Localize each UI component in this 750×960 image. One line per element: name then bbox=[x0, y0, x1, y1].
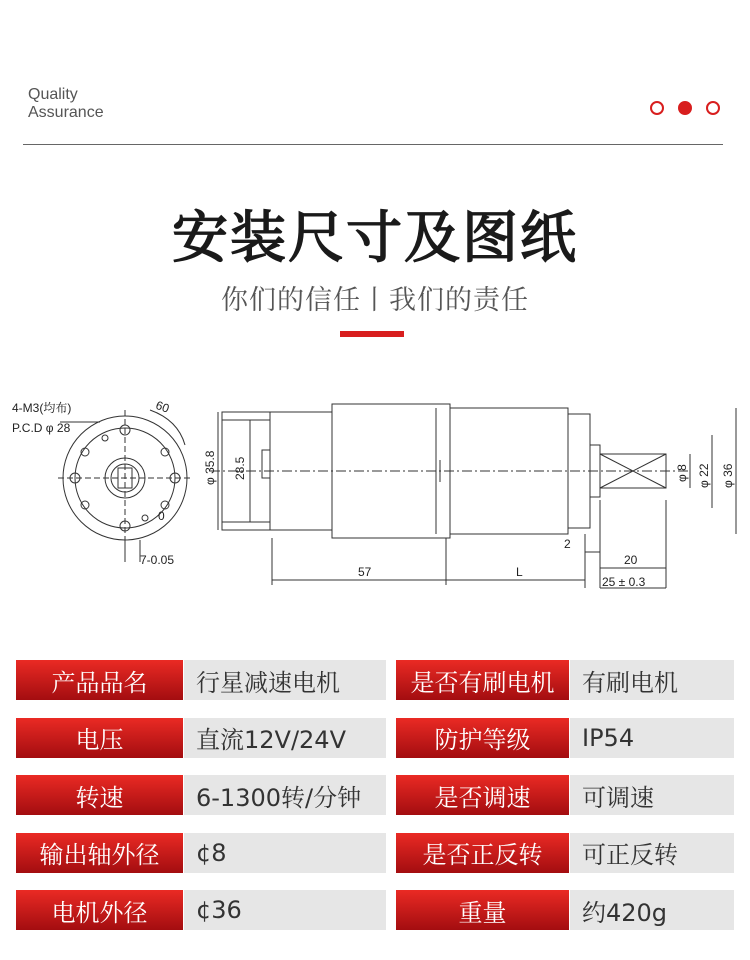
dim-22: φ 22 bbox=[697, 463, 711, 488]
dim-28-5: 28.5 bbox=[233, 456, 247, 480]
spec-value: ¢36 bbox=[184, 890, 386, 930]
spec-key: 是否正反转 bbox=[396, 833, 569, 873]
quality-assurance-label bbox=[28, 86, 104, 122]
qa-line-2: Assurance bbox=[28, 104, 104, 121]
spec-key: 转速 bbox=[16, 775, 183, 815]
front-view bbox=[58, 410, 192, 562]
spec-row bbox=[16, 660, 734, 700]
spec-key: 输出轴外径 bbox=[16, 833, 183, 873]
spec-value: 可正反转 bbox=[570, 833, 734, 873]
dim-57: 57 bbox=[358, 565, 372, 579]
spec-row bbox=[16, 890, 734, 930]
dim-36: φ 36 bbox=[721, 463, 735, 488]
spec-key: 重量 bbox=[396, 890, 569, 930]
title-underline bbox=[340, 331, 404, 337]
spec-row bbox=[16, 718, 734, 758]
spec-row bbox=[16, 833, 734, 873]
dim-2: 2 bbox=[564, 537, 571, 551]
spec-value: 有刷电机 bbox=[570, 660, 734, 700]
angle-label: 60 bbox=[153, 398, 172, 416]
dot-3[interactable] bbox=[706, 101, 720, 115]
spec-value: 直流12V/24V bbox=[184, 718, 386, 758]
side-view bbox=[210, 404, 736, 588]
dim-20: 20 bbox=[624, 553, 638, 567]
keyway-label: 7-0.05 bbox=[140, 553, 175, 567]
dot-2-active[interactable] bbox=[678, 101, 692, 115]
spec-key: 电机外径 bbox=[16, 890, 183, 930]
carousel-dots bbox=[650, 101, 720, 115]
dot-1[interactable] bbox=[650, 101, 664, 115]
spec-value: 约420g bbox=[570, 890, 734, 930]
key-zero-label: 0 bbox=[158, 509, 165, 523]
header-divider bbox=[23, 144, 723, 145]
spec-row bbox=[16, 775, 734, 815]
spec-key: 是否调速 bbox=[396, 775, 569, 815]
spec-table bbox=[16, 660, 734, 948]
spec-value: IP54 bbox=[570, 718, 734, 758]
spec-value: 可调速 bbox=[570, 775, 734, 815]
spec-value: 6-1300转/分钟 bbox=[184, 775, 386, 815]
technical-drawing bbox=[0, 390, 750, 600]
spec-key: 产品品名 bbox=[16, 660, 183, 700]
spec-value: ¢8 bbox=[184, 833, 386, 873]
spec-key: 电压 bbox=[16, 718, 183, 758]
bolt-label: 4-M3(均布) bbox=[12, 401, 72, 415]
pcd-label: P.C.D φ 28 bbox=[12, 421, 71, 435]
qa-line-1: Quality bbox=[28, 86, 78, 103]
dim-25: 25 ± 0.3 bbox=[602, 575, 646, 589]
dim-8: φ 8 bbox=[675, 464, 689, 482]
dim-35-8: φ 35.8 bbox=[203, 450, 217, 485]
spec-value: 行星减速电机 bbox=[184, 660, 386, 700]
spec-key: 防护等级 bbox=[396, 718, 569, 758]
page-subtitle: 你们的信任丨我们的责任 bbox=[221, 285, 529, 316]
spec-key: 是否有刷电机 bbox=[396, 660, 569, 700]
dim-L: L bbox=[516, 565, 523, 579]
page-title: 安装尺寸及图纸 bbox=[172, 206, 578, 271]
